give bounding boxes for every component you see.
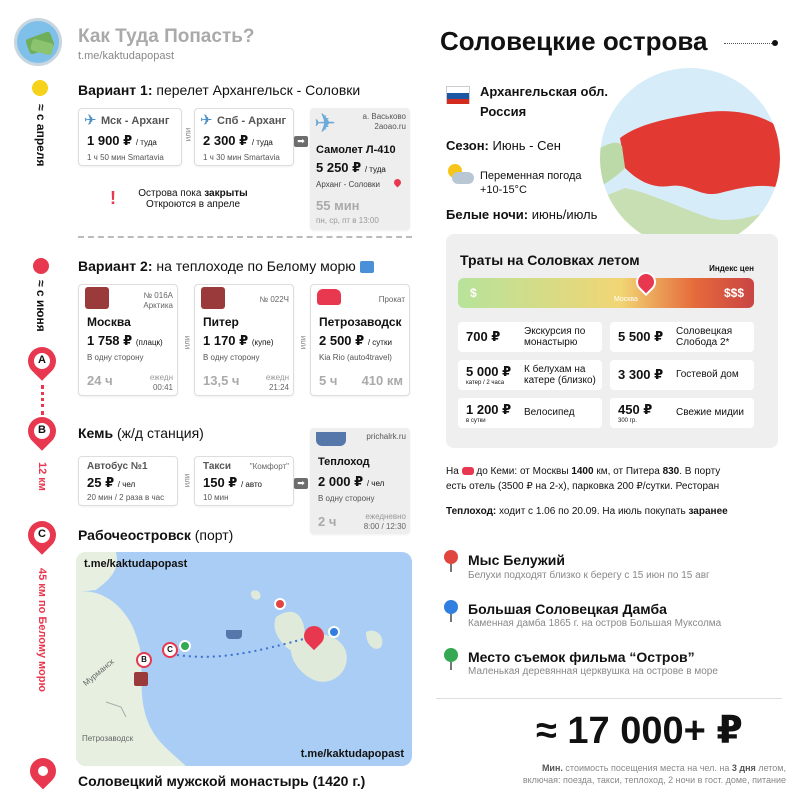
train-moscow-card[interactable]: № 016А Арктика Москва 1 758 ₽ (плацк) В одну сторону 24 ч ежедн 00:41 xyxy=(78,284,178,396)
total-cost: ≈ 17 000+ ₽ xyxy=(536,710,743,752)
plane-l410-card[interactable]: ✈ а. Васьково 2aoao.ru Самолет Л-410 5 250 ₽ / туда Арханг - Соловки 55 мин пн, ср, пт в 13:00 xyxy=(310,108,410,230)
map-green-pin-icon xyxy=(179,640,191,652)
ship-note: Теплоход: ходит с 1.06 по 20.09. На июль покупать заранее xyxy=(446,506,728,517)
pin-c-icon: C xyxy=(28,521,56,555)
plane-icon: ✈ xyxy=(200,112,213,129)
spend-item: 1 200 ₽ в сутки Велосипед xyxy=(458,398,602,428)
map-link-bottom[interactable]: t.me/kaktudapopast xyxy=(300,748,404,760)
pin-a-icon: A xyxy=(28,347,56,381)
spend-item: 3 300 ₽ Гостевой дом xyxy=(610,360,754,390)
kem-title: Кемь (ж/д станция) xyxy=(78,425,204,441)
place-desc: Белухи подходят близко к берегу с 15 июн по 15 авг xyxy=(468,570,710,581)
flight-spb-card[interactable]: ✈ Спб - Арханг 2 300 ₽ / туда 1 ч 30 мин Smartavia xyxy=(194,108,294,166)
wave-icon xyxy=(360,261,374,273)
place-title: Место съемок фильма “Остров” xyxy=(468,649,695,665)
map-red-pin-icon xyxy=(274,598,286,610)
season-row: Сезон: Июнь - Сен xyxy=(446,138,561,153)
plane-icon: ✈ xyxy=(84,112,97,129)
map-blue-pin-icon xyxy=(328,626,340,638)
ship-card[interactable]: prichalrk.ru Теплоход 2 000 ₽ / чел В одну сторону 2 ч ежедневно 8:00 / 12:30 xyxy=(310,428,410,534)
place-desc: Каменная дамба 1865 г. на остров Большая Муксолма xyxy=(468,618,722,629)
destination-pin-icon xyxy=(30,758,56,788)
map-label-petrozavodsk: Петрозаводск xyxy=(82,734,134,743)
car-rental-card[interactable]: Прокат Петрозаводск 2 500 ₽ / сутки Kia Rio (auto4travel) 5 ч 410 км xyxy=(310,284,410,396)
green-pin-icon xyxy=(444,648,458,670)
spending-panel xyxy=(446,234,778,448)
pin-b-icon: B xyxy=(28,417,56,451)
price-index-label: Индекс цен xyxy=(709,264,754,273)
index-marker-icon xyxy=(632,268,660,296)
timeline-45km-label: 45 км по Белому морю xyxy=(36,568,48,692)
timeline-june-label: ≈ с июня xyxy=(34,280,48,332)
channel-link[interactable]: t.me/kaktudapopast xyxy=(78,50,175,62)
airplane-icon: ✈ xyxy=(314,108,336,138)
destination-label: Соловецкий мужской монастырь (1420 г.) xyxy=(78,773,366,789)
train-icon xyxy=(201,287,225,309)
map-train-icon xyxy=(134,672,148,686)
weather-line2: +10-15°С xyxy=(480,184,527,196)
red-pin-icon xyxy=(444,550,458,572)
place-title: Мыс Белужий xyxy=(468,552,565,568)
map-pin-b-icon: B xyxy=(136,652,152,668)
map-ship-icon xyxy=(226,630,242,639)
page-title: Соловецкие острова xyxy=(440,26,708,56)
title-pointer-line xyxy=(724,43,774,44)
ship-icon xyxy=(316,432,346,446)
flight-msk-card[interactable]: ✈ Мск - Арханг 1 900 ₽ / туда 1 ч 50 мин Smartavia xyxy=(78,108,182,166)
car-note: На до Кеми: от Москвы 1400 км, от Питера 830. В порту есть отель (3500 ₽ на 2-х), парковка 200 ₽/сутки. Ресторан xyxy=(446,466,721,492)
channel-avatar[interactable] xyxy=(14,18,62,66)
taxi-card[interactable]: Такси "Комфорт" 150 ₽ / авто 10 мин xyxy=(194,456,294,506)
spending-title: Траты на Соловках летом xyxy=(460,252,640,268)
white-nights-row: Белые ночи: июнь/июль xyxy=(446,207,598,222)
timeline-12km-label: 12 км xyxy=(36,462,48,491)
spend-item: 5 500 ₽ Соловецкая Слобода 2* xyxy=(610,322,754,352)
place-title: Большая Соловецкая Дамба xyxy=(468,601,667,617)
train-piter-card[interactable]: № 022Ч Питер 1 170 ₽ (купе) В одну сторону 13,5 ч ежедн 21:24 xyxy=(194,284,294,396)
port-title: Рабочеостровск (порт) xyxy=(78,527,234,543)
timeline-april-label: ≈ с апреля xyxy=(34,104,48,167)
map-label-murmansk: Мурманск xyxy=(81,657,116,688)
yellow-dot-icon xyxy=(32,80,48,96)
exclamation-icon: ! xyxy=(110,188,116,208)
weather-line1: Переменная погода xyxy=(480,170,582,182)
spend-item: 700 ₽ Экскурсия по монастырю xyxy=(458,322,602,352)
globe-map xyxy=(600,68,780,248)
russia-flag-icon xyxy=(446,86,470,104)
or-label: или xyxy=(183,127,193,142)
region-line2: Россия xyxy=(480,104,527,119)
weather-cloud-icon xyxy=(446,164,474,188)
region-line1: Архангельская обл. xyxy=(480,84,609,99)
or-label: или xyxy=(182,335,192,350)
spend-item: 5 000 ₽ катер / 2 часа К белухам на катере (близко) xyxy=(458,360,602,390)
red-dot-icon xyxy=(33,258,49,274)
title-pointer-dot xyxy=(772,40,778,46)
car-icon xyxy=(462,467,474,475)
timeline-dots xyxy=(41,385,44,415)
car-icon xyxy=(317,289,341,305)
total-note: Мин. стоимость посещения места на чел. на 3 дня летом, включая: поезда, такси, теплоход, 2 ночи в гост. доме, питание xyxy=(522,763,786,786)
or-label: или xyxy=(182,473,192,488)
arrow-right-icon: ➡ xyxy=(294,136,308,147)
spend-item: 450 ₽ 300 гр. Свежие мидии xyxy=(610,398,754,428)
total-divider xyxy=(436,698,782,699)
blue-pin-icon xyxy=(444,600,458,622)
train-icon xyxy=(85,287,109,309)
route-map[interactable] xyxy=(76,552,412,766)
variant1-title: Вариант 1: перелет Архангельск - Соловки xyxy=(78,82,361,98)
location-pin-icon xyxy=(393,178,403,188)
place-desc: Маленькая деревянная церквушка на острове в море xyxy=(468,666,718,677)
or-label: или xyxy=(298,335,308,350)
channel-title: Как Туда Попасть? xyxy=(78,26,255,47)
section-divider xyxy=(78,236,412,238)
bus-card[interactable]: Автобус №1 25 ₽ / чел 20 мин / 2 раза в час xyxy=(78,456,178,506)
closed-notice: Острова пока закрыты Откроются в апреле xyxy=(138,188,248,210)
arrow-right-icon: ➡ xyxy=(294,478,308,489)
map-link-top[interactable]: t.me/kaktudapopast xyxy=(84,558,188,570)
variant2-title: Вариант 2: на теплоходе по Белому морю xyxy=(78,258,374,274)
price-index-bar: $ $$$ Москва xyxy=(458,278,754,308)
map-pin-c-icon: C xyxy=(162,642,178,658)
